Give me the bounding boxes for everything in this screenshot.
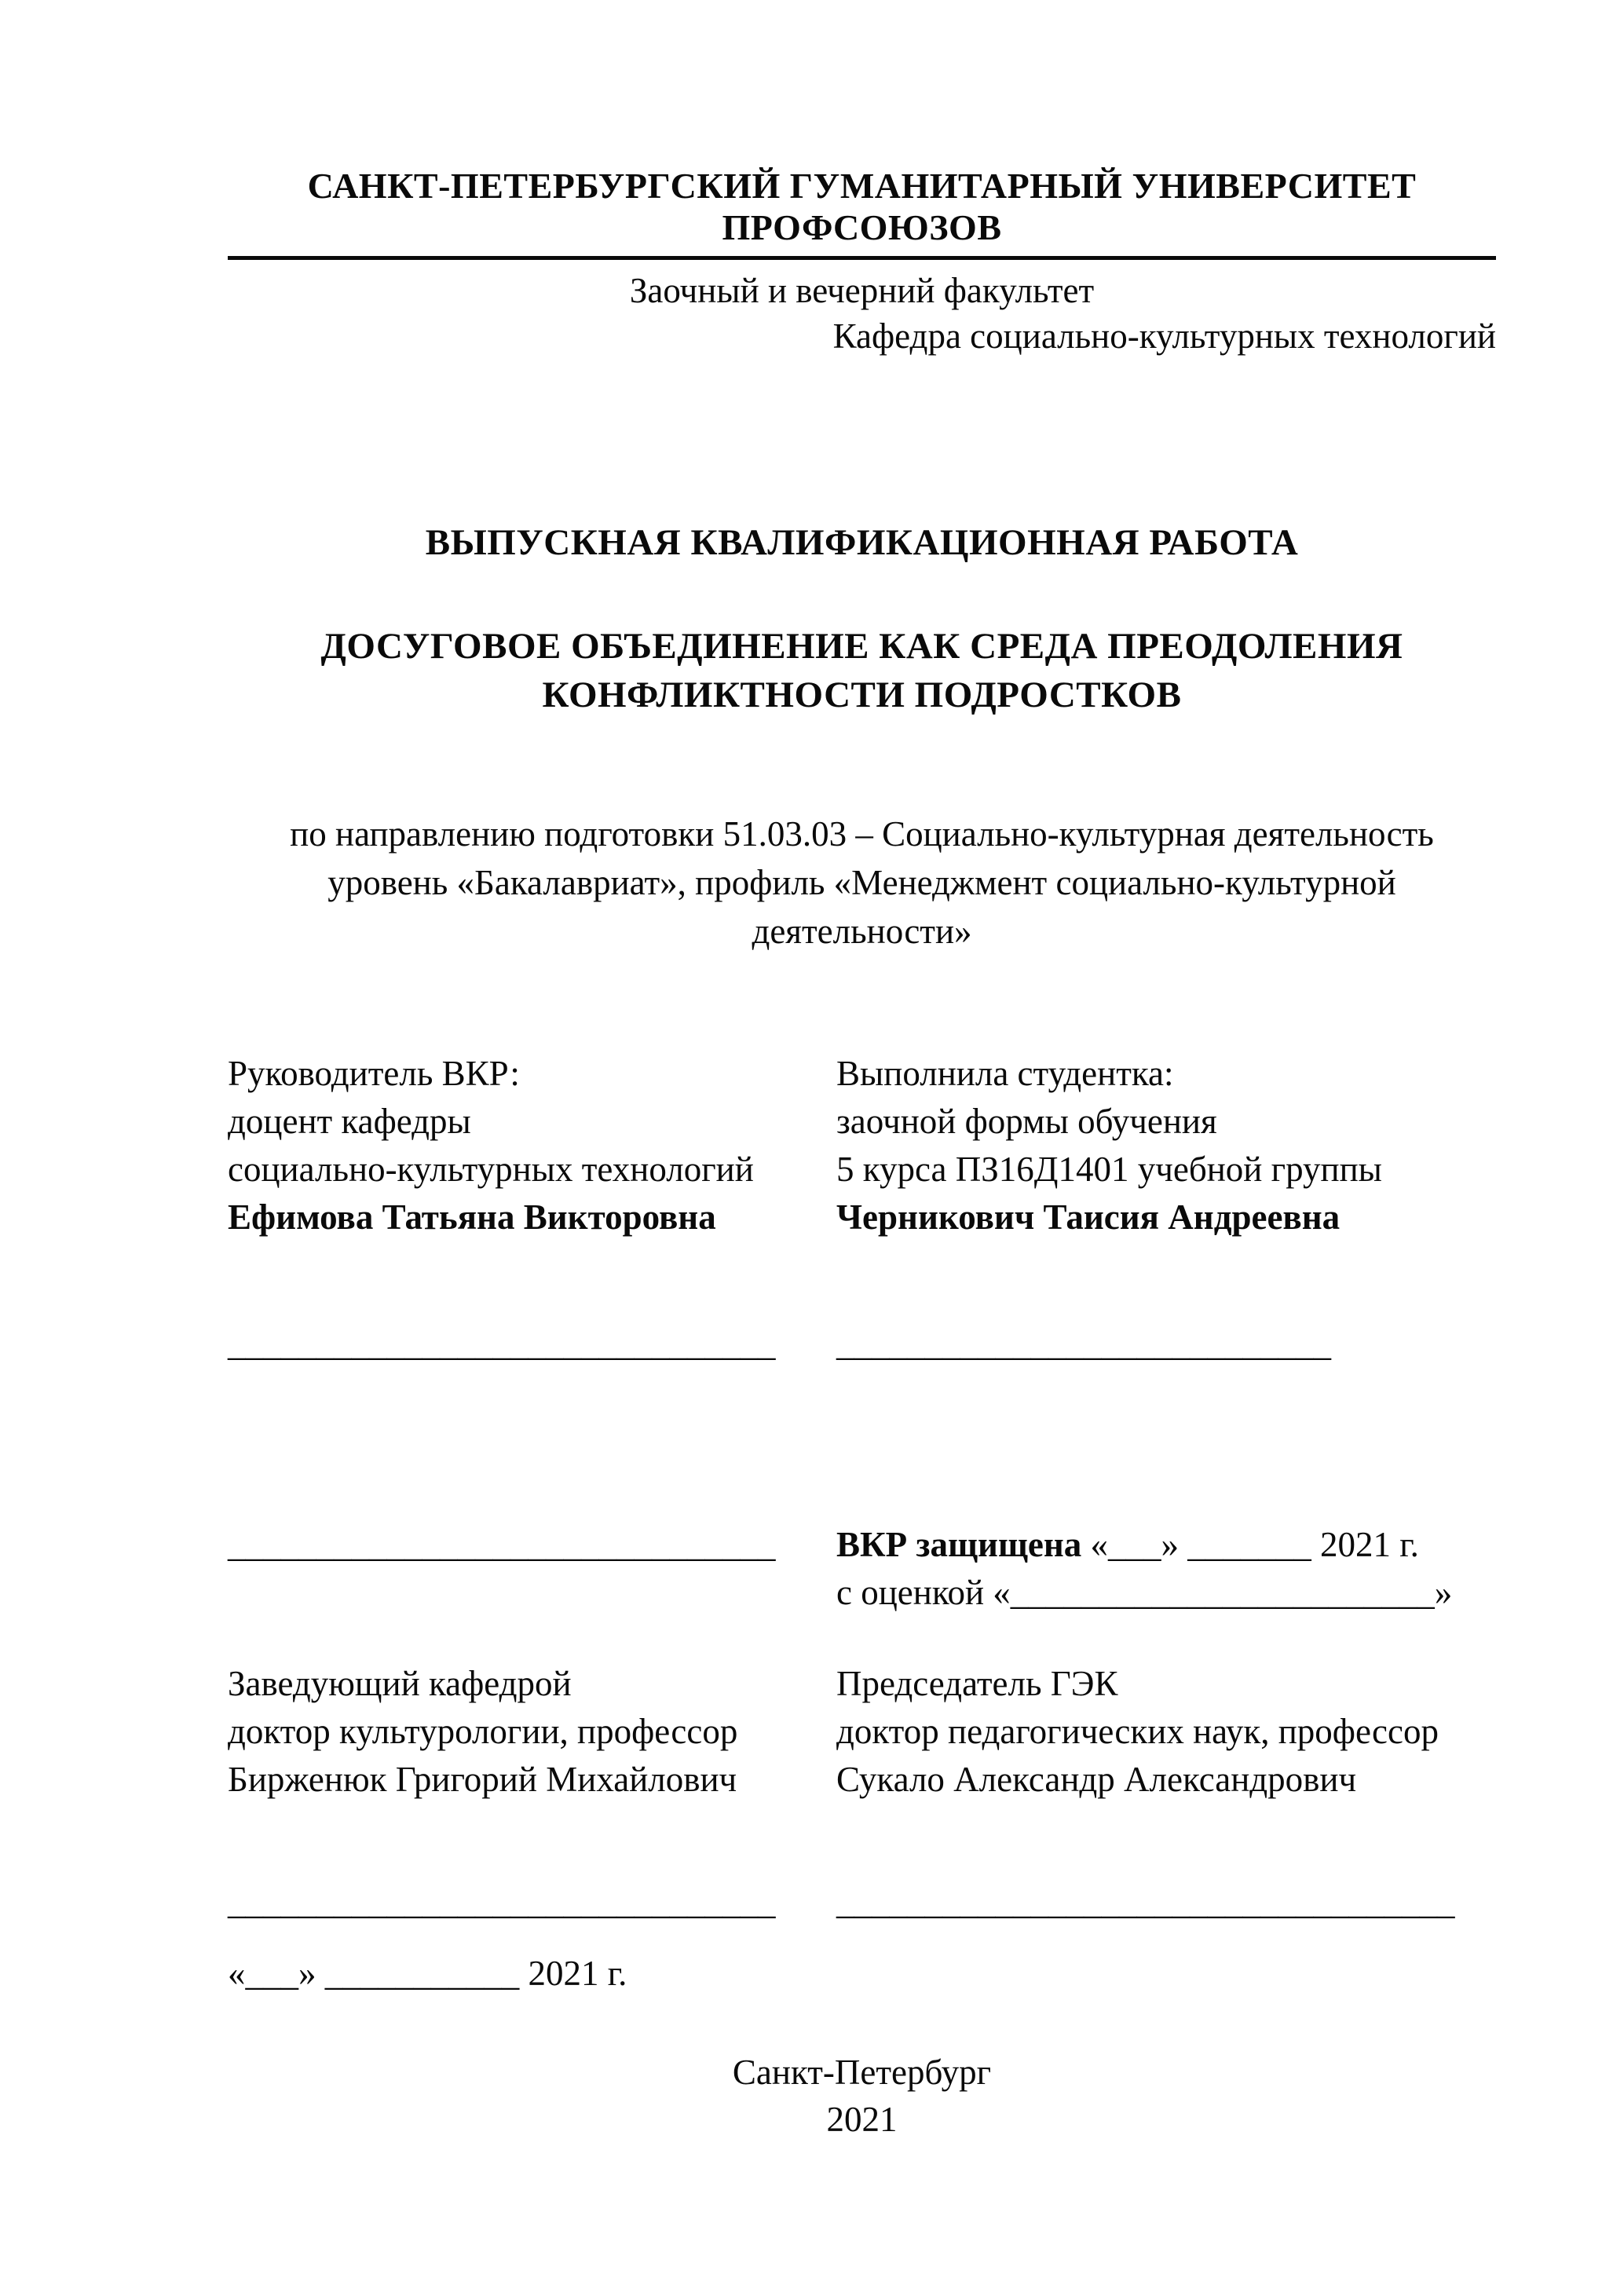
program-info — [228, 810, 1496, 956]
officials-block — [228, 1660, 1496, 1804]
thesis-title — [228, 622, 1496, 719]
head-of-department-block — [228, 1660, 836, 1804]
department-name: Кафедра социально-культурных технологий — [832, 316, 1496, 356]
supervisor-block — [228, 1050, 836, 1241]
gek-chair-block — [836, 1660, 1496, 1804]
student-name: Черникович Таисия Андреевна — [836, 1197, 1341, 1237]
people-block — [228, 1050, 1496, 1241]
gek-name: Сукало Александр Александрович — [836, 1760, 1357, 1799]
supervisor-signature-line: _______________________________ — [228, 1324, 776, 1363]
defense-date-blank: «___» _______ 2021 г. — [1090, 1525, 1419, 1564]
program-line-1: по направлению подготовки 51.03.03 – Социально-культурная деятельность — [290, 814, 1434, 854]
date-row — [228, 1950, 1496, 1998]
student-info-line-1: заочной формы обучения — [836, 1102, 1217, 1141]
defense-row — [228, 1521, 1496, 1617]
defense-grade-line: с оценкой «________________________» — [836, 1573, 1453, 1612]
program-line-2: уровень «Бакалавриат», профиль «Менеджмент социально-культурной — [327, 863, 1396, 902]
gek-title: Председатель ГЭК — [836, 1664, 1118, 1703]
signature-line-left: _______________________________ — [228, 1525, 776, 1564]
student-signature-line: ____________________________ — [836, 1324, 1331, 1363]
faculty-name: Заочный и вечерний факультет — [629, 271, 1095, 310]
footer — [228, 2049, 1496, 2143]
thesis-title-line-2: КОНФЛИКТНОСТИ ПОДРОСТКОВ — [542, 675, 1182, 715]
gek-degree: доктор педагогических наук, профессор — [836, 1712, 1439, 1751]
head-date-line: «___» ___________ 2021 г. — [228, 1954, 627, 1993]
student-info-line-2: 5 курса ПЗ16Д1401 учебной группы — [836, 1150, 1382, 1189]
signature-row-1 — [228, 1320, 1496, 1368]
city-name: Санкт-Петербург — [732, 2053, 992, 2092]
year: 2021 — [826, 2100, 898, 2139]
thesis-title-line-1: ДОСУГОВОЕ ОБЪЕДИНЕНИЕ КАК СРЕДА ПРЕОДОЛЕНИЯ — [320, 626, 1403, 667]
head-degree: доктор культурологии, профессор — [228, 1712, 738, 1751]
defense-label: ВКР защищена — [836, 1525, 1082, 1564]
program-line-3: деятельности» — [752, 912, 972, 951]
university-name: САНКТ-ПЕТЕРБУРГСКИЙ ГУМАНИТАРНЫЙ УНИВЕРСИТЕТ ПРОФСОЮЗОВ — [307, 166, 1417, 247]
gek-signature-line: ___________________________________ — [836, 1882, 1455, 1921]
head-name: Бирженюк Григорий Михайлович — [228, 1760, 737, 1799]
defense-status-line — [836, 1521, 1496, 1569]
student-role: Выполнила студентка: — [836, 1054, 1174, 1093]
supervisor-position-line-2: социально-культурных технологий — [228, 1150, 754, 1189]
header-rule — [228, 256, 1496, 260]
head-signature-line: _______________________________ — [228, 1882, 776, 1921]
supervisor-role: Руководитель ВКР: — [228, 1054, 520, 1093]
student-block — [836, 1050, 1496, 1241]
signature-row-3 — [228, 1878, 1496, 1926]
supervisor-position-line-1: доцент кафедры — [228, 1102, 471, 1141]
supervisor-name: Ефимова Татьяна Викторовна — [228, 1197, 716, 1237]
work-type-heading: ВЫПУСКНАЯ КВАЛИФИКАЦИОННАЯ РАБОТА — [425, 522, 1299, 563]
head-title: Заведующий кафедрой — [228, 1664, 572, 1703]
